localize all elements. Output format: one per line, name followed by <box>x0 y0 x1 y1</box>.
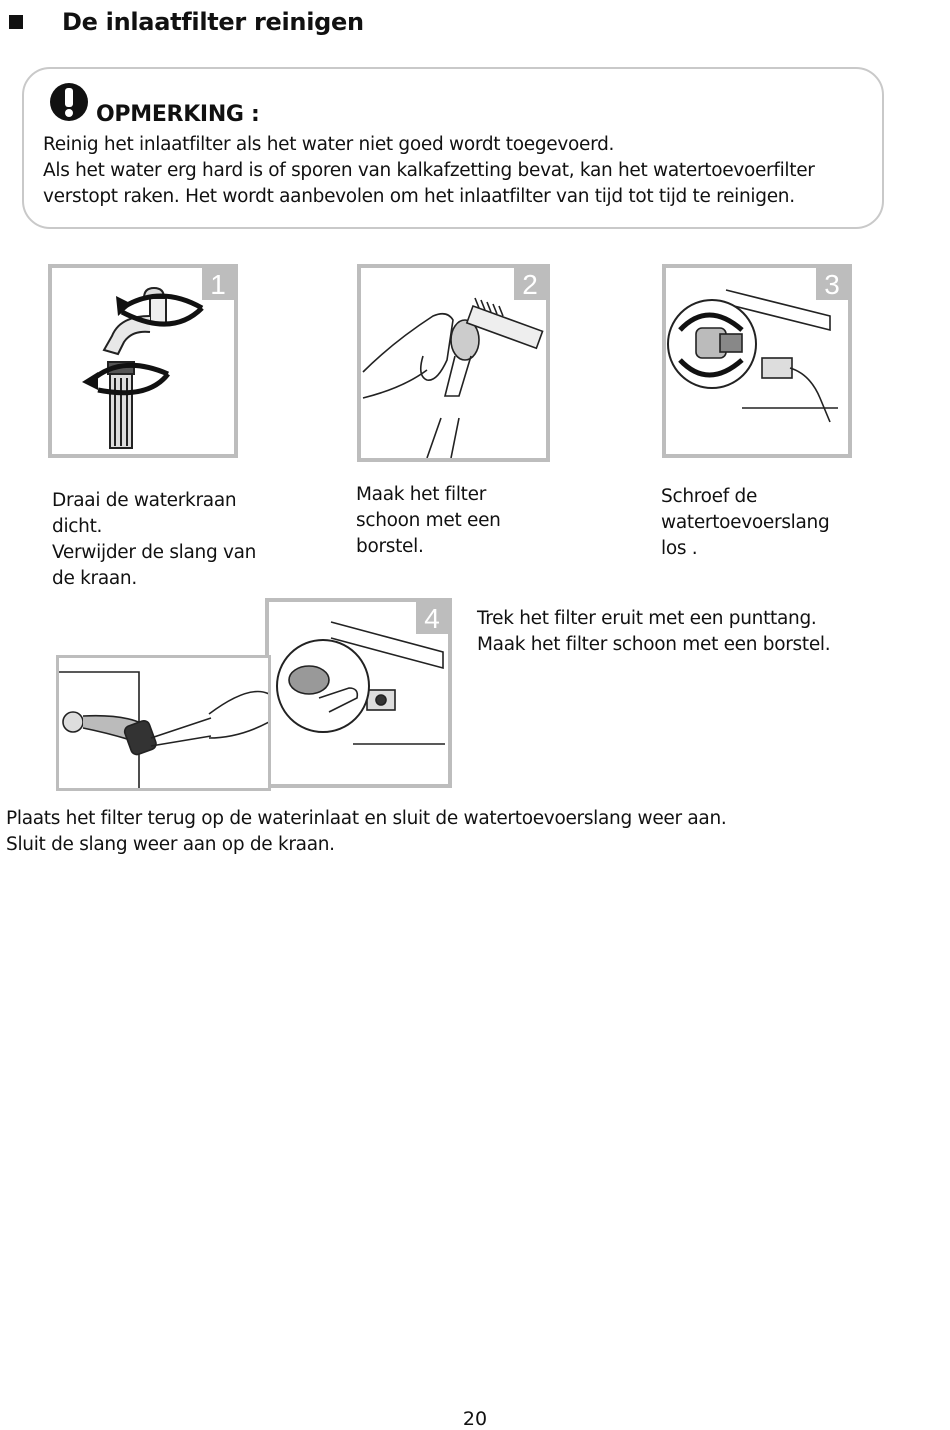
note-title: OPMERKING : <box>96 102 260 127</box>
step-1-caption <box>52 488 256 592</box>
step-2-number: 2 <box>514 268 546 300</box>
page-number: 20 <box>462 1408 488 1430</box>
caption-line: de kraan. <box>52 568 137 589</box>
note-line: Reinig het inlaatfilter als het water niet goed wordt toegevoerd. <box>43 134 615 155</box>
caption-line: schoon met een <box>356 510 501 531</box>
step-3-caption <box>661 484 829 562</box>
closing-line: Sluit de slang weer aan op de kraan. <box>6 834 335 855</box>
caption-line: Verwijder de slang van <box>52 542 257 563</box>
step-4-caption <box>477 606 830 658</box>
section-heading: De inlaatfilter reinigen <box>62 8 364 36</box>
step-2-illustration <box>357 264 550 462</box>
caption-line: los . <box>661 538 698 559</box>
step-3-illustration <box>662 264 852 458</box>
closing-line: Plaats het filter terug op de waterinlaat en sluit de watertoevoerslang weer aan. <box>6 808 727 829</box>
caption-line: watertoevoerslang <box>661 512 830 533</box>
caption-line: dicht. <box>52 516 103 537</box>
caption-line: borstel. <box>356 536 424 557</box>
closing-instructions <box>6 806 726 858</box>
note-line: Als het water erg hard is of sporen van kalkafzetting bevat, kan het watertoevoerfilter <box>43 160 815 181</box>
note-line: verstopt raken. Het wordt aanbevolen om het inlaatfilter van tijd tot tijd te reinigen. <box>43 186 795 207</box>
step-4-illustration <box>265 598 452 788</box>
caption-line: Schroef de <box>661 486 758 507</box>
caption-line: Trek het filter eruit met een punttang. <box>477 608 817 629</box>
step-3-number: 3 <box>816 268 848 300</box>
step-4-pliers-illustration <box>56 655 271 791</box>
heading-bullet <box>9 15 23 29</box>
step-1-illustration <box>48 264 238 458</box>
exclamation-icon <box>49 82 89 122</box>
note-text <box>43 132 815 210</box>
step-1-number: 1 <box>202 268 234 300</box>
caption-line: Maak het filter schoon met een borstel. <box>477 634 831 655</box>
step-4-number: 4 <box>416 602 448 634</box>
step-2-caption <box>356 482 501 560</box>
caption-line: Draai de waterkraan <box>52 490 237 511</box>
pliers-illustration <box>59 658 268 788</box>
caption-line: Maak het filter <box>356 484 487 505</box>
